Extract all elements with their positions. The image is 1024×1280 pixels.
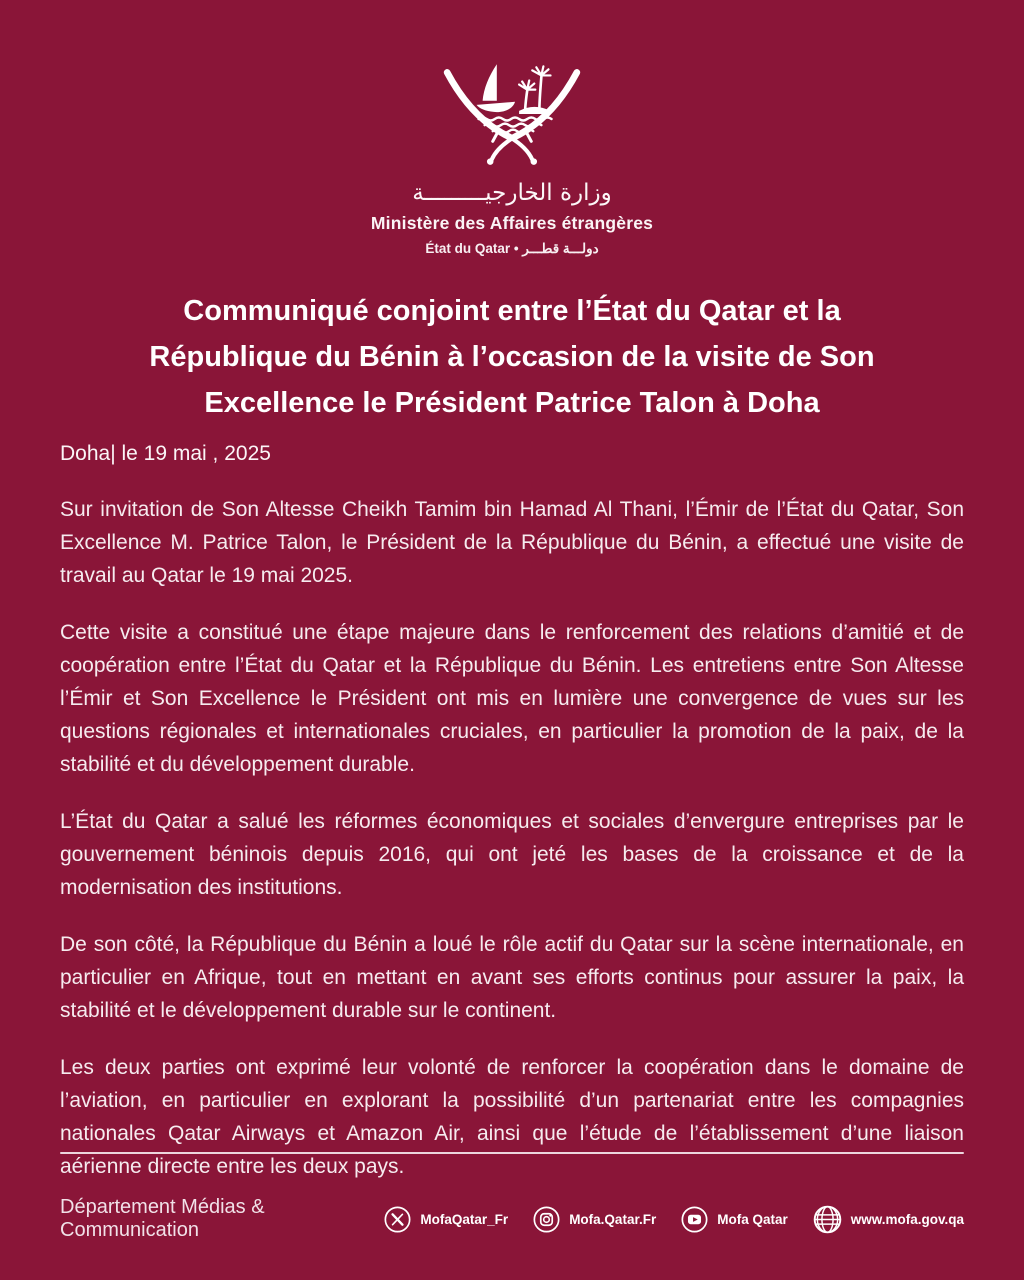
- paragraph-5: Les deux parties ont exprimé leur volonté de renforcer la coopération dans le domaine de l’aviation, en particulier en explorant la possibilité d’un partenariat entre les compagnies nationales Qatar Airways et Amazon Air, ainsi que l’étude de l’établissement d’une liaison aérienne directe entre les deux pays.: [60, 1056, 964, 1178]
- paragraph-4: De son côté, la République du Bénin a loué le rôle actif du Qatar sur la scène internationale, en particulier en Afrique, tout en mettant en avant ses efforts continus pour assurer la paix, la stabilité et le développement durable sur le continent.: [60, 933, 964, 1022]
- social-handle: Mofa.Qatar.Fr: [569, 1211, 657, 1227]
- instagram-icon: [533, 1206, 560, 1233]
- department-label: Département Médias & Communication: [60, 1196, 265, 1241]
- social-link-x[interactable]: [384, 1206, 508, 1233]
- youtube-icon: [681, 1206, 708, 1233]
- qatar-emblem-icon: [436, 60, 588, 176]
- page-title: [64, 288, 960, 426]
- paragraph-3: L’État du Qatar a salué les réformes économiques et sociales d’envergure entreprises par le gouvernement béninois depuis 2016, qui ont jeté les bases de la croissance et de la modernisation des institutions.: [60, 810, 964, 899]
- dhow-sail: [483, 64, 497, 100]
- dateline: Doha| le 19 mai , 2025: [60, 442, 271, 465]
- x-icon: [384, 1206, 411, 1233]
- sword-pommel: [531, 158, 537, 164]
- website-url: www.mofa.gov.qa: [850, 1211, 964, 1227]
- paragraph-1: Sur invitation de Son Altesse Cheikh Tamim bin Hamad Al Thani, l’Émir de l’État du Qatar, Son Excellence M. Patrice Talon, le Président de la République du Bénin, a effectué une visite de travail au Qatar le 19 mai 2025.: [60, 498, 964, 587]
- social-link-youtube[interactable]: [681, 1206, 788, 1233]
- sword-handle-left: [492, 137, 514, 159]
- title-line-3: Excellence le Président Patrice Talon à Doha: [204, 387, 820, 419]
- website-link[interactable]: [813, 1205, 964, 1234]
- ministry-name-arabic: وزارة الخارجيـــــــــة: [412, 180, 612, 206]
- sword-pommel: [487, 158, 493, 164]
- social-handle: MofaQatar_Fr: [420, 1211, 509, 1227]
- title-line-1: Communiqué conjoint entre l’État du Qatar et la: [183, 295, 841, 327]
- social-links: [384, 1205, 964, 1234]
- social-link-instagram[interactable]: [533, 1206, 656, 1233]
- footer-divider: [60, 1152, 964, 1154]
- globe-icon: [813, 1205, 842, 1234]
- ministry-name-french: Ministère des Affaires étrangères: [370, 213, 654, 233]
- palm-fronds-left: [519, 81, 535, 90]
- title-line-2: République du Bénin à l’occasion de la visite de Son: [149, 341, 875, 373]
- body-text: [0, 493, 1024, 1183]
- footer-row: [60, 1196, 964, 1242]
- sword-handle-right: [510, 137, 532, 159]
- palm-fronds-right: [532, 66, 550, 75]
- footer: [60, 1152, 964, 1242]
- header: [0, 0, 1024, 258]
- state-of-qatar-line: État du Qatar • دولـــة قطـــر: [425, 241, 599, 256]
- palm-tree-right: [539, 76, 541, 110]
- dhow-hull: [477, 102, 516, 112]
- paragraph-2: Cette visite a constitué une étape majeure dans le renforcement des relations d’amitié et de coopération entre l’État du Qatar et la République du Bénin. Les entretiens entre Son Altesse l’Émir et Son Excellence le Président ont mis en lumière une convergence de vues sur les questions régionales et internationales cruciales, en particulier la promotion de la paix, de la stabilité et du développement durable.: [60, 621, 964, 776]
- social-handle: Mofa Qatar: [717, 1211, 788, 1227]
